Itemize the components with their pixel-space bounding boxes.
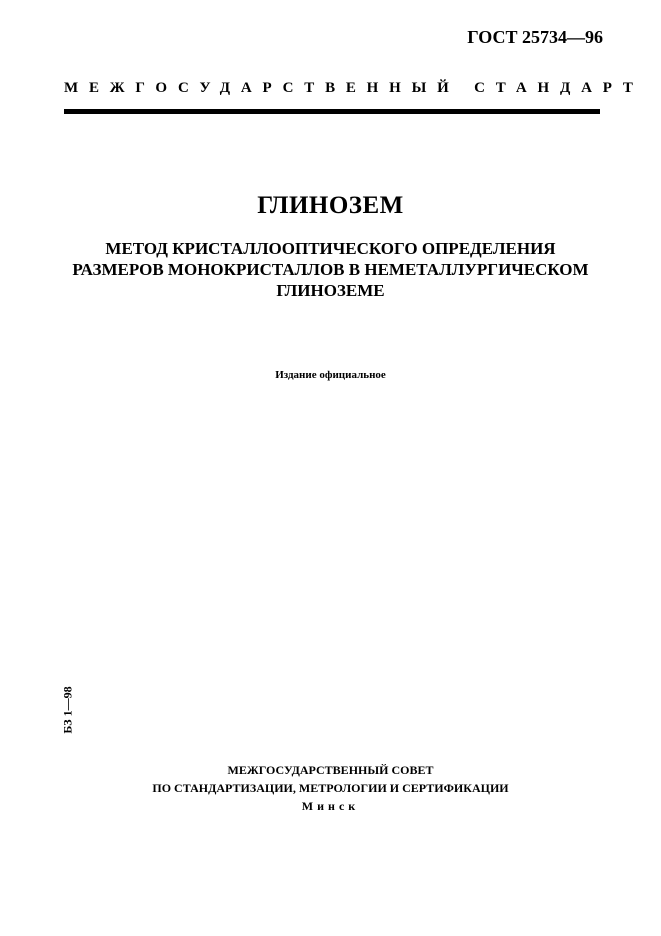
subtitle-line: МЕТОД КРИСТАЛЛООПТИЧЕСКОГО ОПРЕДЕЛЕНИЯ [105,239,556,258]
header-band: МЕЖГОСУДАРСТВЕННЫЙ СТАНДАРТ [64,80,644,96]
header-rule [64,109,600,114]
subtitle-line: ГЛИНОЗЕМЕ [276,281,385,300]
catalog-code-text: БЗ 1—98 [60,686,75,734]
publisher-line: МЕЖГОСУДАРСТВЕННЫЙ СОВЕТ [227,763,434,777]
catalog-code [58,688,78,732]
publisher-line: ПО СТАНДАРТИЗАЦИИ, МЕТРОЛОГИИ И СЕРТИФИКАЦИИ [152,781,509,795]
publisher-city: Минск [301,799,360,813]
publisher-block [0,761,661,815]
standard-number: ГОСТ 25734—96 [467,27,603,47]
subtitle-line: РАЗМЕРОВ МОНОКРИСТАЛЛОВ В НЕМЕТАЛЛУРГИЧЕСКОМ [72,260,589,279]
document-title: ГЛИНОЗЕМ [257,192,404,219]
edition-label: Издание официальное [275,369,386,381]
document-subtitle [40,238,621,301]
